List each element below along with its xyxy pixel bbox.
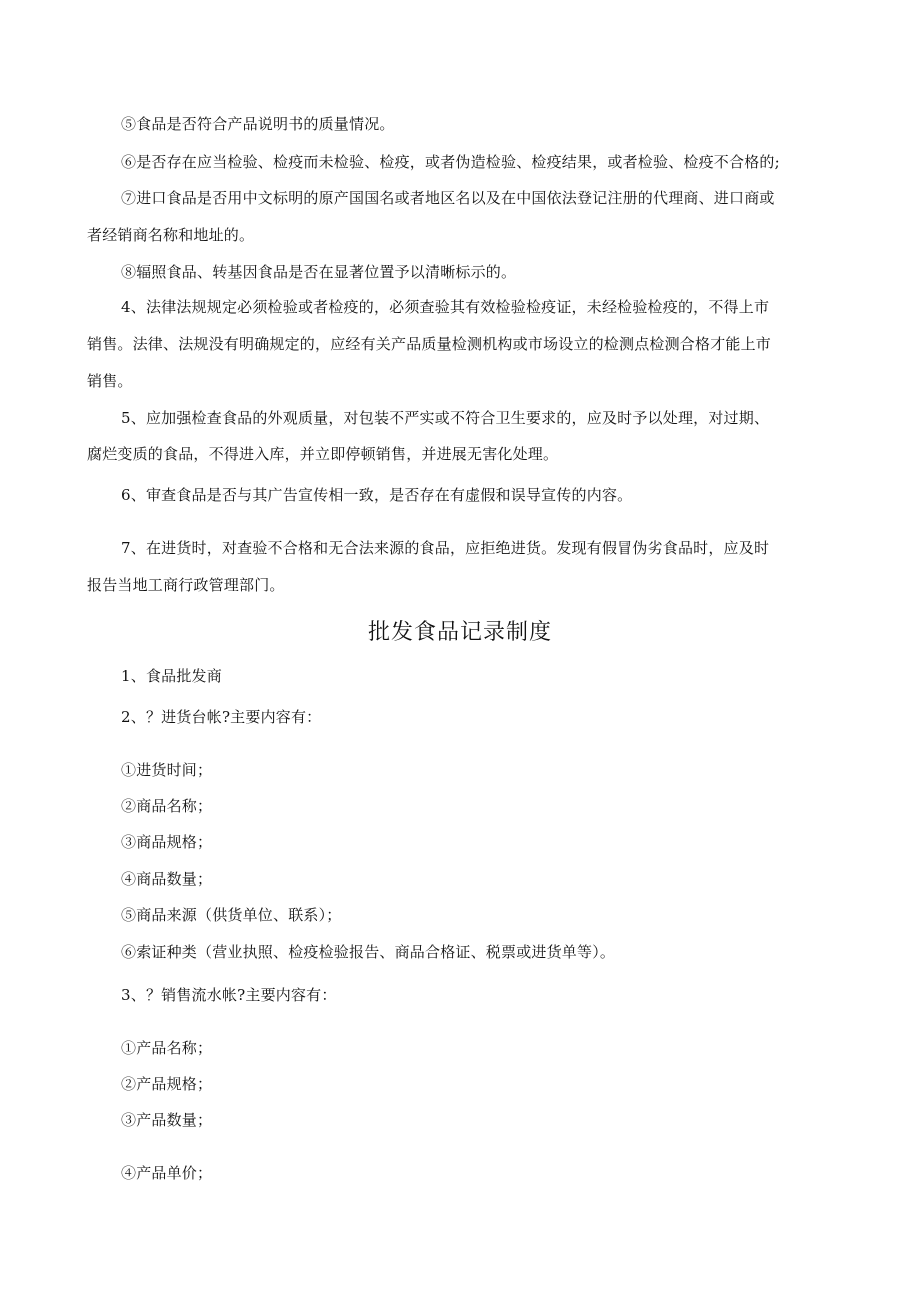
item-5-quality-check: ⑤食品是否符合产品说明书的质量情况。 [121,115,395,133]
rule-5-line2: 腐烂变质的食品，不得进入库，并立即停顿销售，并进展无害化处理。 [87,445,559,463]
sales-ledger-item: ①产品名称； [121,1039,213,1057]
item-8-irradiated-gmo: ⑧辐照食品、转基因食品是否在显著位置予以清晰标示的。 [121,263,517,281]
rule-4-line3: 销售。 [87,372,133,390]
purchase-ledger-item: ④商品数量； [121,870,213,888]
purchase-ledger-item: ③商品规格； [121,833,213,851]
rule-5-line1: 5、应加强检查食品的外观质量，对包装不严实或不符合卫生要求的，应及时予以处理，对过期、 [121,409,770,427]
purchase-ledger-item: ①进货时间； [121,761,213,779]
item-7-import-label-line1: ⑦进口食品是否用中文标明的原产国国名或者地区名以及在中国依法登记注册的代理商、进口商或 [121,189,775,207]
sales-ledger-item: ④产品单价； [121,1164,213,1182]
rule-7-line1: 7、在进货时，对查验不合格和无合法来源的食品，应拒绝进货。发现有假冒伪劣食品时，应及时 [121,539,770,557]
item-7-import-label-line2: 者经销商名称和地址的。 [87,226,255,244]
sales-ledger-item: ②产品规格； [121,1075,213,1093]
item-6-inspection-check: ⑥是否存在应当检验、检疫而未检验、检疫，或者伪造检验、检疫结果，或者检验、检疫不合格的; [121,153,780,171]
sales-ledger-item: ③产品数量； [121,1111,213,1129]
rule-4-line1: 4、法律法规规定必须检验或者检疫的，必须查验其有效检验检疫证，未经检验检疫的，不得上市 [121,298,770,316]
purchase-ledger-item: ⑥索证种类（营业执照、检疫检验报告、商品合格证、税票或进货单等）。 [121,943,616,961]
rule-4-line2: 销售。法律、法规没有明确规定的，应经有关产品质量检测机构或市场设立的检测点检测合格才能上市 [87,335,772,353]
wholesale-item-1: 1、食品批发商 [121,667,222,685]
purchase-ledger-item: ②商品名称； [121,797,213,815]
wholesale-item-2: 2、？进货台帐?主要内容有： [121,708,322,726]
section-title: 批发食品记录制度 [367,620,552,645]
wholesale-item-3: 3、？销售流水帐?主要内容有： [121,986,337,1004]
rule-7-line2: 报告当地工商行政管理部门。 [87,576,285,594]
rule-6: 6、审查食品是否与其广告宣传相一致，是否存在有虚假和误导宣传的内容。 [121,486,633,504]
purchase-ledger-item: ⑤商品来源（供货单位、联系）； [121,906,342,924]
